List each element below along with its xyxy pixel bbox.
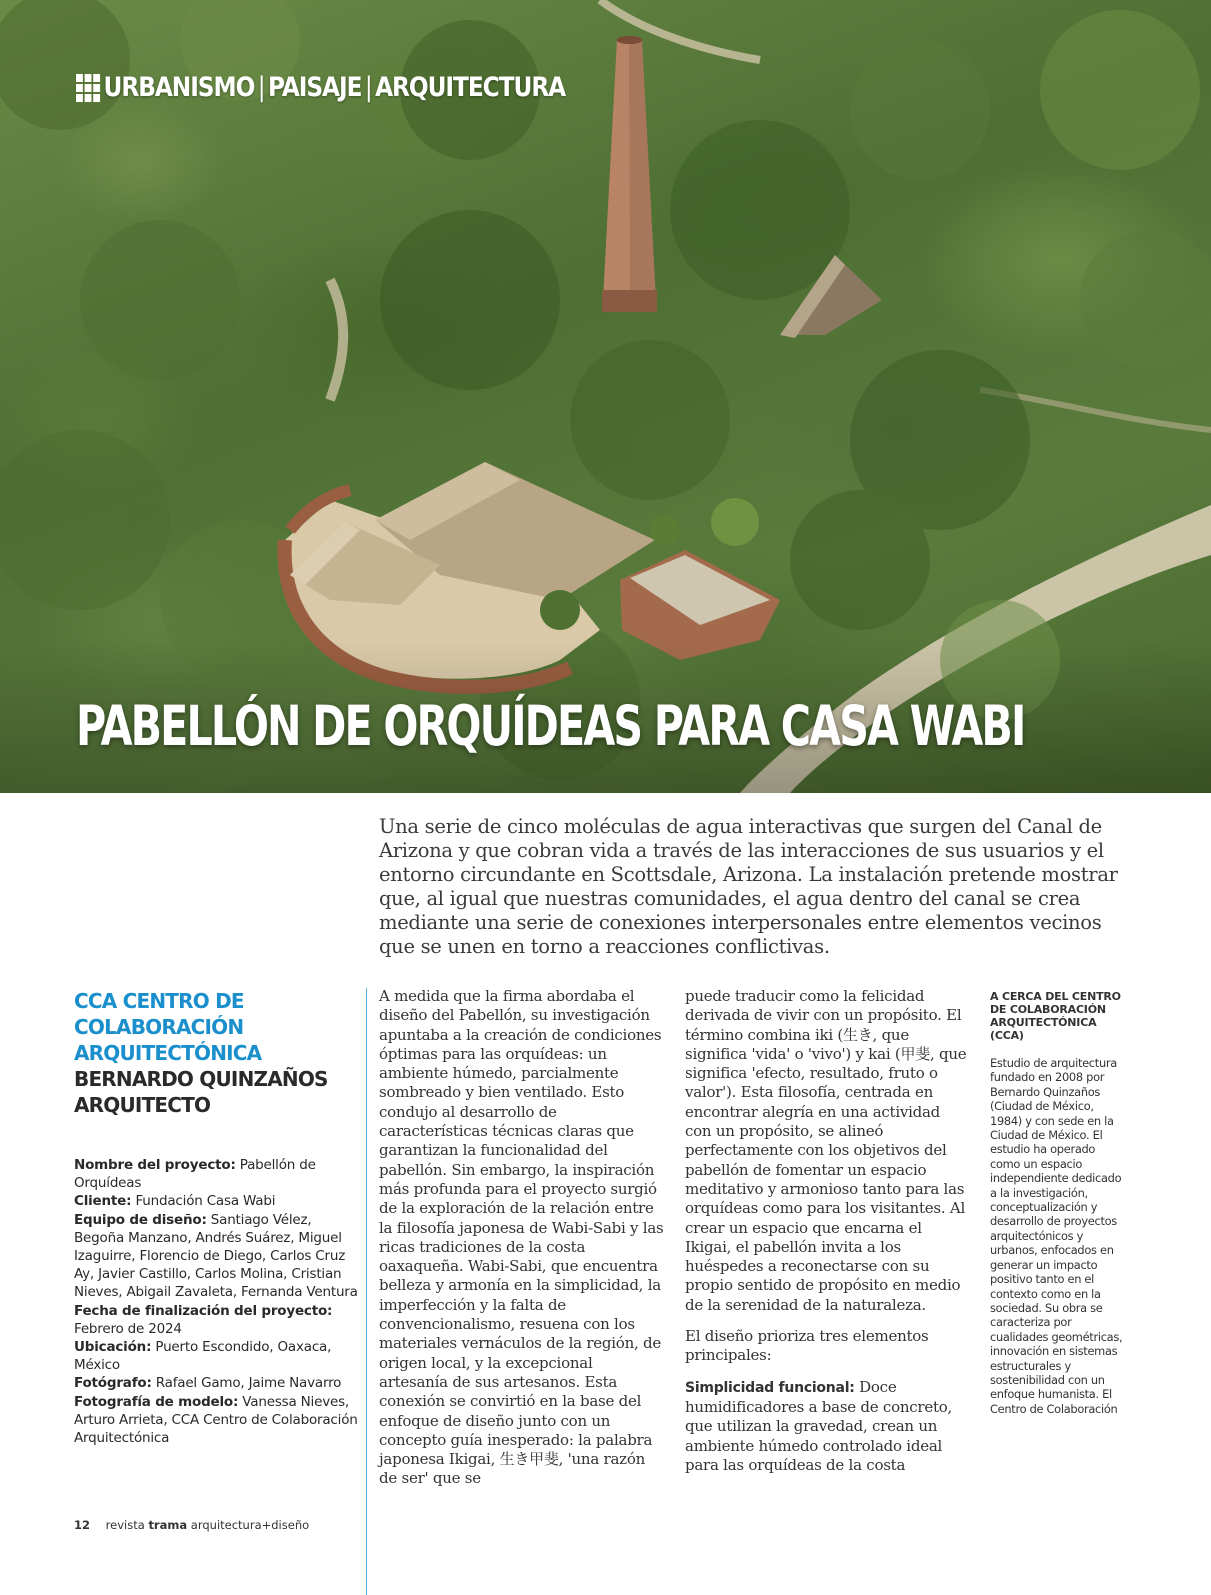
fact-value: Rafael Gamo, Jaime Navarro — [155, 1375, 342, 1392]
feature-text: Doce humidificadores a base de concreto, que utilizan la gravedad, crean un ambiente húmedo controlado ideal para las orquídeas de la costa — [685, 1377, 953, 1474]
body-column-2 — [685, 987, 967, 1487]
aerial-scene-illustration — [0, 0, 1211, 793]
fact-location — [74, 1338, 359, 1374]
project-facts — [74, 1156, 359, 1447]
section-label-paisaje: PAISAJE — [267, 72, 362, 103]
body-paragraph: puede traducir como la felicidad derivada de vivir con un propósito. El término combina iki (生き, que significa 'vida' o 'vivo') y kai (甲斐, que significa 'efecto, resultado, fruto o valor'). Esta filosofía, centrada en encontrar alegría en una actividad con un propósito, se alineó perfectamente con los objetivos del pabellón de fomentar un espacio meditativo y armonioso tanto para las orquídeas como para los visitantes. Al crear un espacio que encarna el Ikigai, el pabellón invita a los huéspedes a reconectarse con su propio sentido de propósito en medio de la serenidad de la naturaleza. — [685, 987, 967, 1314]
fact-label: Cliente: — [74, 1193, 132, 1210]
fact-photographer — [74, 1374, 359, 1392]
body-column-1 — [379, 987, 664, 1501]
fact-value: Fundación Casa Wabi — [135, 1193, 276, 1210]
body-paragraph: A medida que la firma abordaba el diseño del Pabellón, su investigación apuntaba a la creación de condiciones óptimas para las orquídeas: un ambiente húmedo, parcialmente sombreado y bien ventilado. Esto condujo al desarrollo de características técnicas claras que garantizan la funcionalidad del pabellón. Sin embargo, la inspiración más profunda para el proyecto surgió de la exploración de la relación entre la filosofía japonesa de Wabi-Sabi y las ricas tradiciones de la costa oaxaqueña. Wabi-Sabi, que encuentra belleza y armonía en la simplicidad, la imperfección y la falta de convencionalismo, resuena con los materiales vernáculos de la región, de origen local, y la excepcional artesanía de sus artesanos. Esta conexión se convirtió en la base del enfoque de diseño junto con un concepto guía inesperado: la palabra japonesa Ikigai, 生き甲斐, 'una razón de ser' que se — [379, 987, 664, 1488]
section-label-arquitectura: ARQUITECTURA — [375, 72, 566, 103]
fact-label: Ubicación: — [74, 1339, 152, 1356]
section-separator: | — [257, 72, 265, 103]
feature-label: Simplicidad funcional: — [685, 1379, 855, 1396]
about-sidebar — [990, 990, 1128, 1416]
sidebar-heading: A CERCA DEL CENTRO DE COLABORACIÓN ARQUITECTÓNICA (CCA) — [990, 990, 1121, 1042]
magazine-suffix: arquitectura+diseño — [190, 1518, 310, 1532]
project-credits — [74, 988, 359, 1447]
fact-project-name — [74, 1156, 359, 1192]
fact-client — [74, 1192, 359, 1210]
fact-label: Nombre del proyecto: — [74, 1157, 236, 1173]
section-separator: | — [364, 72, 372, 103]
article-title: PABELLÓN DE ORQUÍDEAS PARA CASA WABI — [76, 694, 1025, 758]
magazine-prefix: revista — [105, 1518, 145, 1532]
fact-completion-date — [74, 1302, 359, 1338]
fact-design-team — [74, 1211, 359, 1302]
fact-value: Vanessa Nieves, Arturo Arrieta, CCA Centro de Colaboración Arquitectónica — [74, 1393, 358, 1447]
hero-photo — [0, 0, 1211, 793]
section-header — [76, 72, 565, 103]
fact-label: Fecha de finalización del proyecto: — [74, 1302, 333, 1319]
architect-name: BERNARDO QUINZAÑOS ARQUITECTO — [74, 1067, 328, 1117]
page-number: 12 — [74, 1518, 91, 1532]
fact-model-photography — [74, 1393, 359, 1448]
fact-value: Pabellón de Orquídeas — [74, 1157, 316, 1192]
grid-logo-icon — [76, 74, 100, 102]
fact-value: Puerto Escondido, Oaxaca, México — [74, 1339, 332, 1374]
magazine-brand: trama — [148, 1518, 188, 1532]
column-divider — [366, 988, 367, 1595]
page-footer — [74, 1518, 309, 1532]
section-label-urbanismo: URBANISMO — [103, 72, 255, 103]
fact-value: Santiago Vélez, Begoña Manzano, Andrés Suárez, Miguel Izaguirre, Florencio de Diego, Carlos Cruz Ay, Javier Castillo, Carlos Molina, Cristian Nieves, Abigail Zavaleta, Fernanda Ventura — [74, 1211, 358, 1301]
fact-label: Fotógrafo: — [74, 1375, 152, 1392]
body-paragraph: El diseño prioriza tres elementos principales: — [685, 1327, 929, 1365]
firm-name: CCA CENTRO DE COLABORACIÓN ARQUITECTÓNICA — [74, 989, 262, 1065]
body-paragraph-feature — [685, 1378, 967, 1475]
sidebar-text: Estudio de arquitectura fundado en 2008 por Bernardo Quinzaños (Ciudad de México, 1984) y con sede en la Ciudad de México. El estudio ha operado como un espacio independiente dedicado a la investigación, conceptualización y desarrollo de proyectos arquitectónicos y urbanos, enfocados en generar un impacto positivo tanto en el contexto como en la sociedad. Su obra se caracteriza por cualidades geométricas, innovación en sistemas estructurales y sostenibilidad con un enfoque humanista. El Centro de Colaboración — [990, 1056, 1123, 1416]
fact-label: Fotografía de modelo: — [74, 1393, 239, 1410]
fact-label: Equipo de diseño: — [74, 1211, 207, 1228]
lead-paragraph: Una serie de cinco moléculas de agua interactivas que surgen del Canal de Arizona y que cobran vida a través de las interacciones de sus usuarios y el entorno circundante en Scottsdale, Arizona. La instalación pretende mostrar que, al igual que nuestras comunidades, el agua dentro del canal se crea mediante una serie de conexiones interpersonales entre elementos vecinos que se unen en torno a reacciones conflictivas. — [379, 815, 1118, 958]
fact-value: Febrero de 2024 — [74, 1320, 182, 1337]
